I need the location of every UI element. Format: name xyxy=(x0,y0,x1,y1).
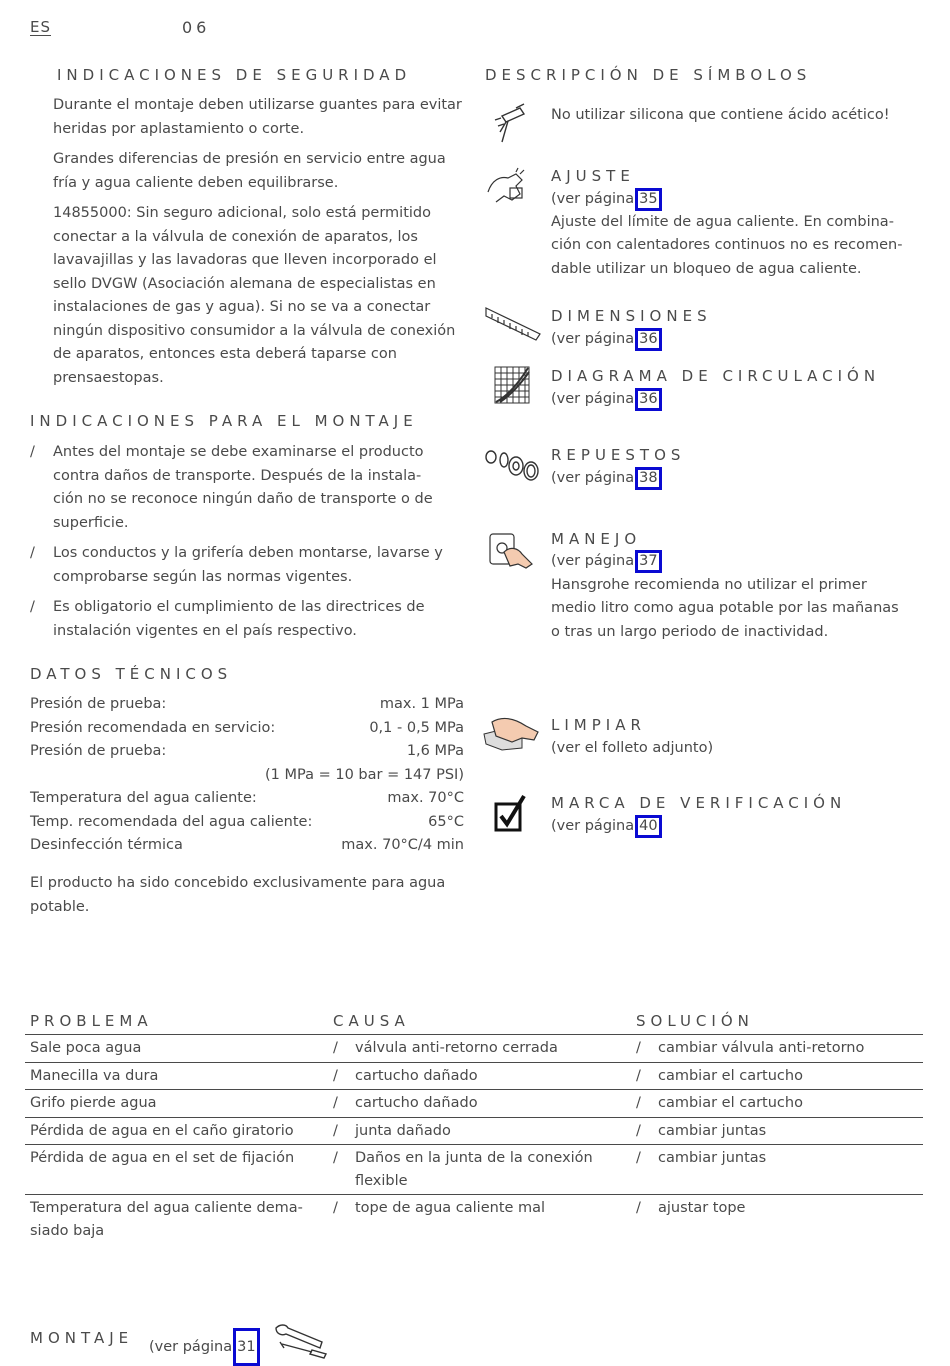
ajuste-ref: (ver página 35 xyxy=(551,188,662,212)
marca-title: MARCA DE VERIFICACIÓN xyxy=(551,794,847,812)
manejo-desc-3: o tras un largo periodo de inactividad. xyxy=(551,624,829,640)
safety-paragraph-1: Durante el montaje deben utilizarse guantes para evitar heridas por aplastamiento o corte. xyxy=(53,97,462,137)
page-link[interactable]: 36 xyxy=(635,328,661,351)
page-link[interactable]: 40 xyxy=(635,815,661,838)
repuestos-title: REPUESTOS xyxy=(551,446,686,464)
list-item: / Antes del montaje se debe examinarse el producto contra daños de transporte. Después de la instala-ción no se reconoce ningún daño de transporte o de superficie. xyxy=(30,444,433,531)
list-item: / Los conductos y la grifería deben montarse, lavarse y comprobarse según las normas vigentes. xyxy=(30,545,443,585)
table-header-row xyxy=(25,1010,923,1035)
tech-footer-note: El producto ha sido concebido exclusivamente para agua potable. xyxy=(30,875,446,915)
page-link[interactable]: 36 xyxy=(635,388,661,411)
page-link[interactable]: 35 xyxy=(635,188,661,211)
spec-row: Presión de prueba: max. 1 MPa xyxy=(30,696,464,712)
diagrama-title: DIAGRAMA DE CIRCULACIÓN xyxy=(551,367,881,385)
spec-row: Presión de prueba: 1,6 MPa xyxy=(30,743,464,759)
spec-row: Desinfección térmica max. 70°C/4 min xyxy=(30,837,464,853)
ajuste-desc-1: Ajuste del límite de agua caliente. En combina- xyxy=(551,214,894,230)
header-solution: SOLUCIÓN xyxy=(631,1010,923,1035)
tech-data-table xyxy=(30,693,464,858)
manejo-ref: (ver página 37 xyxy=(551,550,662,574)
repuestos-ref: (ver página 38 xyxy=(551,467,662,491)
flow-diagram-icon xyxy=(494,366,530,404)
troubleshooting-table xyxy=(25,1010,923,1244)
table-row: Pérdida de agua en el caño giratorio / junta dañado / cambiar juntas xyxy=(25,1117,923,1145)
manejo-title: MANEJO xyxy=(551,530,642,548)
spec-row: Presión recomendada en servicio: 0,1 - 0,5 MPa xyxy=(30,719,464,736)
wrench-screwdriver-icon xyxy=(272,1322,328,1360)
table-row: Pérdida de agua en el set de fijación / Daños en la junta de la conexión flexible / cambiar juntas xyxy=(25,1145,923,1195)
page-link[interactable]: 38 xyxy=(635,467,661,490)
montaje-title: MONTAJE xyxy=(30,1329,134,1347)
dimensiones-ref: (ver página 36 xyxy=(551,328,662,352)
page-link[interactable]: 31 xyxy=(233,1328,259,1366)
safety-paragraph-2: Grandes diferencias de presión en servicio entre agua fría y agua caliente deben equilibrarse. xyxy=(53,151,446,191)
handle-hand-icon xyxy=(488,530,536,570)
cleaning-hand-icon xyxy=(482,714,542,754)
mounting-notes-list xyxy=(30,441,450,650)
spare-parts-icon xyxy=(484,446,542,482)
silicone-gun-icon xyxy=(490,102,530,144)
dimensiones-title: DIMENSIONES xyxy=(551,307,712,325)
limpiar-title: LIMPIAR xyxy=(551,716,646,734)
limpiar-ref: (ver el folleto adjunto) xyxy=(551,740,714,756)
ajuste-desc-2: ción con calentadores continuos no es recomen- xyxy=(551,237,903,253)
table-row: Manecilla va dura / cartucho dañado / cambiar el cartucho xyxy=(25,1062,923,1090)
table-row: Temperatura del agua caliente dema-siado baja / tope de agua caliente mal / ajustar tope xyxy=(30,1200,746,1239)
montaje-ref: (ver página 31 xyxy=(149,1328,260,1366)
marca-ref: (ver página 40 xyxy=(551,815,662,839)
diagrama-ref: (ver página 36 xyxy=(551,388,662,412)
checkmark-box-icon xyxy=(494,794,528,832)
spec-row: Temperatura del agua caliente: max. 70°C xyxy=(30,790,464,806)
tech-data-title: DATOS TÉCNICOS xyxy=(30,665,233,683)
ajuste-title: AJUSTE xyxy=(551,167,635,185)
header-problem: PROBLEMA xyxy=(25,1010,328,1035)
table-row: Sale poca agua / válvula anti-retorno cerrada / cambiar válvula anti-retorno xyxy=(25,1035,923,1063)
ruler-icon xyxy=(484,306,542,342)
list-item: / Es obligatorio el cumplimiento de las directrices de instalación vigentes en el país respectivo. xyxy=(30,599,425,639)
page-link[interactable]: 37 xyxy=(635,550,661,573)
page-number: 06 xyxy=(182,18,211,37)
mounting-notes-title: INDICACIONES PARA EL MONTAJE xyxy=(30,412,418,430)
language-code: ES xyxy=(30,18,51,36)
manejo-desc-1: Hansgrohe recomienda no utilizar el primer xyxy=(551,577,867,593)
safety-paragraph-3: 14855000: Sin seguro adicional, solo está permitido conectar a la válvula de conexión de aparatos, los lavavajillas y las lavadoras que lleven incorporado el sello DVGW (Asociación alemana de especialistas en instalaciones de gas y agua). Si no se va a conectar ningún dispositivo consumidor a la válvula de conexión de aparatos, entonces esta deberá taparse con prensaestopas. xyxy=(53,205,456,386)
spec-row: Temp. recomendada del agua caliente: 65°C xyxy=(30,813,464,830)
table-row: Grifo pierde agua / cartucho dañado / cambiar el cartucho xyxy=(25,1090,923,1118)
safety-title: INDICACIONES DE SEGURIDAD xyxy=(57,66,412,84)
ajuste-desc-3: dable utilizar un bloqueo de agua caliente. xyxy=(551,261,862,277)
adjust-hand-icon xyxy=(486,166,532,206)
header-cause: CAUSA xyxy=(328,1010,631,1035)
pressure-conversion-note: (1 MPa = 10 bar = 147 PSI) xyxy=(265,766,464,783)
symbols-title: DESCRIPCIÓN DE SÍMBOLOS xyxy=(485,66,812,84)
manejo-desc-2: medio litro como agua potable por las mañanas xyxy=(551,600,899,616)
silicone-warning: No utilizar silicona que contiene ácido acético! xyxy=(551,107,890,123)
